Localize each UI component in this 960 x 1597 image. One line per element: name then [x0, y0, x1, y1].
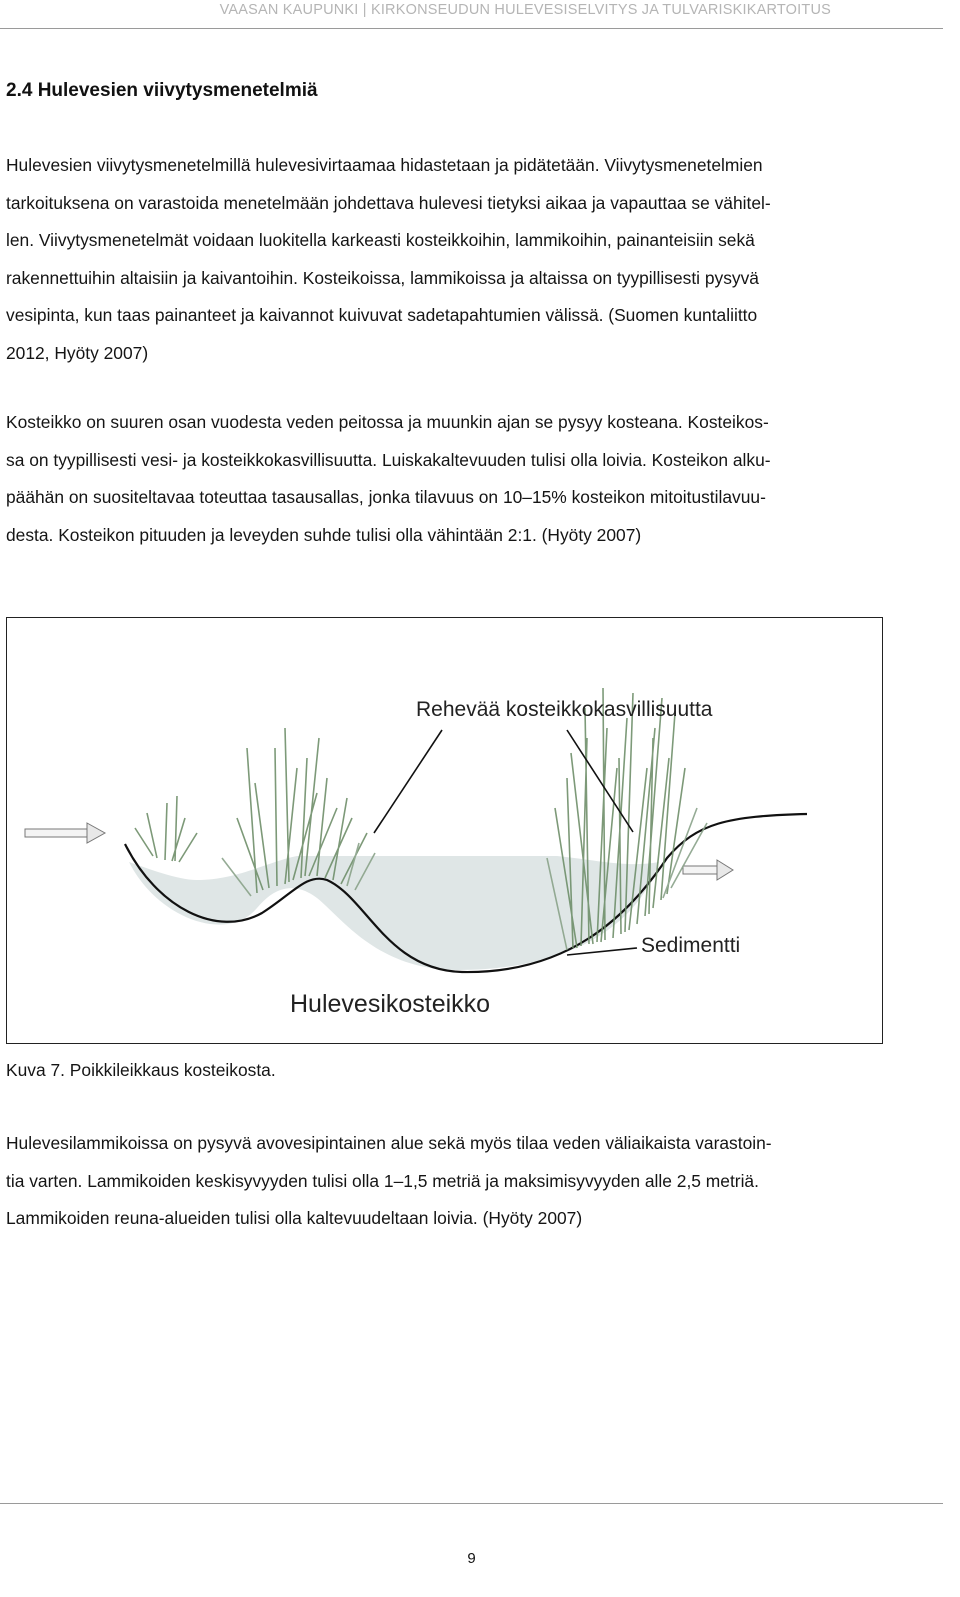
- water-surface: [129, 856, 659, 970]
- vegetation-label: Rehevää kosteikkokasvillisuutta: [416, 698, 713, 721]
- running-title: VAASAN KAUPUNKI | KIRKONSEUDUN HULEVESISELVITYS JA TULVARISKIKARTOITUS: [219, 2, 831, 18]
- text-line: 2012, Hyöty 2007): [6, 342, 149, 363]
- wetland-cross-section-figure: [6, 617, 883, 1044]
- section-heading: 2.4 Hulevesien viivytysmenetelmiä: [6, 80, 318, 101]
- callout-line-left: [374, 730, 442, 833]
- text-line: Lammikoiden reuna-alueiden tulisi olla kaltevuudeltaan loivia. (Hyöty 2007): [6, 1208, 583, 1229]
- page-number: 9: [467, 1550, 476, 1567]
- callout-line-sediment: [567, 948, 637, 955]
- sediment-label: Sedimentti: [641, 934, 741, 957]
- text-line: tia varten. Lammikoiden keskisyvyyden tulisi olla 1–1,5 metriä ja maksimisyvyyden alle 2,5 metriä.: [6, 1170, 759, 1191]
- paragraph-intro: [6, 147, 938, 373]
- text-line: Hulevesilammikoissa on pysyvä avovesipintainen alue sekä myös tilaa veden väliaikaista varastoin-: [6, 1133, 772, 1153]
- text-line: Hulevesien viivytysmenetelmillä hulevesivirtaamaa hidastetaan ja pidätetään. Viivytysmenetelmien: [6, 155, 763, 175]
- text-line: päähän on suositeltavaa toteuttaa tasausallas, jonka tilavuus on 10–15% kosteikon mitoitustilavuu-: [6, 487, 766, 508]
- inflow-arrow: [25, 823, 105, 843]
- cross-section-drawing: [7, 618, 881, 1042]
- text-line: len. Viivytysmenetelmät voidaan luokitella karkeasti kosteikkoihin, lammikoihin, painanteisiin sekä: [6, 230, 755, 251]
- outflow-arrow: [683, 860, 733, 880]
- text-line: vesipinta, kun taas painanteet ja kaivannot kuivuvat sadetapahtumien välissä. (Suomen kuntaliitto: [6, 305, 758, 326]
- text-line: sa on tyypillisesti vesi- ja kosteikkokasvillisuutta. Luiskakaltevuuden tulisi olla loivia. Kosteikon alku-: [6, 449, 771, 470]
- text-line: Kosteikko on suuren osan vuodesta veden peitossa ja muunkin ajan se pysyy kosteana. Kosteikos-: [6, 412, 769, 432]
- text-line: tarkoituksena on varastoida menetelmään johdettava hulevesi tietyksi aikaa ja vapauttaa se vähitel-: [6, 192, 771, 213]
- text-line: rakennettuihin altaisiin ja kaivantoihin. Kosteikoissa, lammikoissa ja altaissa on tyypillisesti pysyvä: [6, 267, 759, 288]
- running-header: [0, 0, 943, 29]
- footer-divider: [0, 1503, 943, 1504]
- figure-caption: Kuva 7. Poikkileikkaus kosteikosta.: [6, 1060, 276, 1080]
- figure-title-label: Hulevesikosteikko: [290, 990, 491, 1018]
- text-line: desta. Kosteikon pituuden ja leveyden suhde tulisi olla vähintään 2:1. (Hyöty 2007): [6, 524, 642, 545]
- paragraph-ponds: [6, 1125, 938, 1238]
- paragraph-wetland: [6, 404, 938, 554]
